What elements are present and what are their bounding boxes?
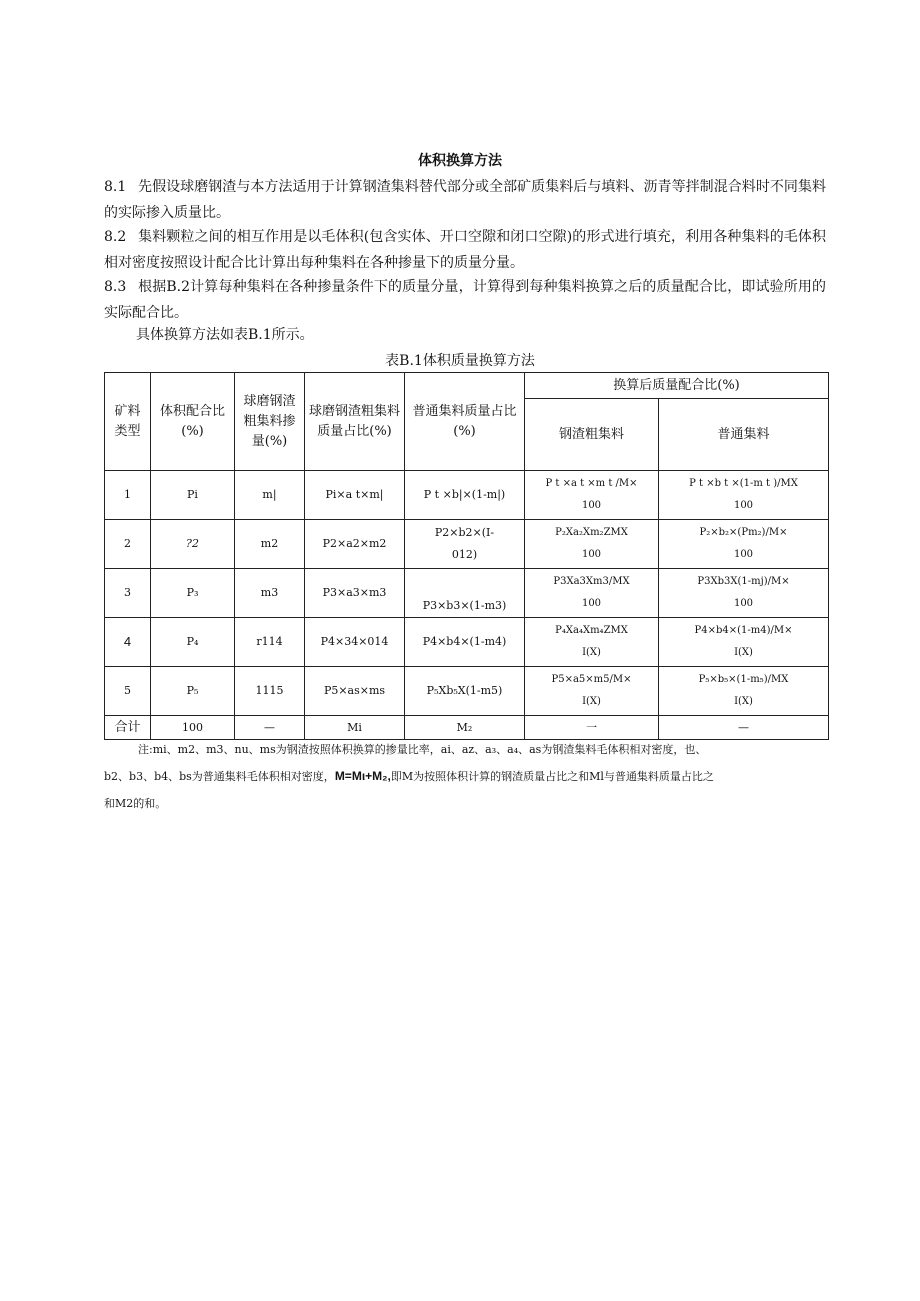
- header-steel-coarse: 钢渣粗集料: [525, 399, 659, 471]
- cell-volume: P₄: [151, 618, 235, 667]
- cell-conv-steel: P₄Xa₄Xm₄ZMX I(X): [525, 618, 659, 667]
- row-id: 1: [105, 471, 151, 520]
- total-dosage: —: [235, 716, 305, 740]
- intro-text: 具体换算方法如表B.1所示。: [136, 327, 314, 343]
- cell-conv-steel: P t ×a t ×m t /M× 100: [525, 471, 659, 520]
- cell-steel-share: Pi×a t×m|: [305, 471, 405, 520]
- cell-steel-share: P2×a2×m2: [305, 520, 405, 569]
- header-dosage: 球磨钢渣 粗集料掺 量(%): [235, 373, 305, 471]
- note-line-1: 注:mi、m2、m3、nu、ms为钢渣按照体积换算的掺量比率，ai、az、a₃、a₄、as为钢渣集料毛体积相对密度，也、: [138, 743, 707, 756]
- paragraph-text: 集料颗粒之间的相互作用是以毛体积(包含实体、开口空隙和闭口空隙)的形式进行填充，利用各种集料的毛体积相对密度按照设计配合比计算出每种集料在各种掺量下的质量分量。: [104, 229, 826, 271]
- conversion-table: [104, 372, 829, 740]
- cell-normal-share: P4×b4×(1-m4): [405, 618, 525, 667]
- paragraph-text: 先假设球磨钢渣与本方法适用于计算钢渣集料替代部分或全部矿质集料后与填料、沥青等拌制混合料时不同集料的实际掺入质量比。: [104, 179, 826, 221]
- header-type: 矿料 类型: [105, 373, 151, 471]
- cell-conv-normal: P3Xb3X(1-mj)/M× 100: [659, 569, 829, 618]
- note-text: 即M为按照体积计算的钢渣质量占比之和Ml与普通集料质量占比之: [390, 770, 714, 783]
- note-formula: M=Mι+M₂,: [334, 769, 391, 783]
- note-line-2: [104, 763, 826, 790]
- row-id: 4: [105, 618, 151, 667]
- cell-conv-steel: P3Xa3Xm3/MX 100: [525, 569, 659, 618]
- table-row: [105, 569, 829, 618]
- total-steel-share: Mi: [305, 716, 405, 740]
- cell-volume: P₅: [151, 667, 235, 716]
- cell-conv-steel: P5×a5×m5/M× I(X): [525, 667, 659, 716]
- cell-steel-share: P4×34×014: [305, 618, 405, 667]
- header-converted: 换算后质量配合比(%): [525, 373, 829, 399]
- row-id: 3: [105, 569, 151, 618]
- cell-conv-normal: P t ×b t ×(1-m t )/MX 100: [659, 471, 829, 520]
- table-row: [105, 618, 829, 667]
- section-title: 体积换算方法: [418, 153, 502, 169]
- cell-conv-steel: P₂Xa₂Xm₂ZMX 100: [525, 520, 659, 569]
- paragraph-text: 根据B.2计算每种集料在各种掺量条件下的质量分量，计算得到每种集料换算之后的质量配合比，即试验所用的实际配合比。: [104, 279, 826, 321]
- paragraph-number: 8.1: [104, 179, 127, 195]
- cell-normal-share: P₅Xb₅X(1-m5): [405, 667, 525, 716]
- total-conv-steel: 一: [525, 716, 659, 740]
- total-normal-share: M₂: [405, 716, 525, 740]
- row-id: 5: [105, 667, 151, 716]
- paragraph-number: 8.2: [104, 229, 127, 245]
- paragraph-number: 8.3: [104, 279, 127, 295]
- cell-normal-share: P t ×b|×(1-m|): [405, 471, 525, 520]
- cell-dosage: m3: [235, 569, 305, 618]
- cell-volume: Pi: [151, 471, 235, 520]
- table-row: [105, 471, 829, 520]
- total-conv-normal: —: [659, 716, 829, 740]
- cell-steel-share: P3×a3×m3: [305, 569, 405, 618]
- cell-dosage: r114: [235, 618, 305, 667]
- header-normal-share: 普通集料质量占比 (%): [405, 373, 525, 471]
- table-row: [105, 520, 829, 569]
- table-caption: 表B.1体积质量换算方法: [385, 353, 535, 369]
- note-text: b2、b3、b4、bs为普通集料毛体积相对密度，: [104, 770, 335, 783]
- row-id: 2: [105, 520, 151, 569]
- cell-volume: ?2: [151, 520, 235, 569]
- cell-conv-normal: P₅×b₅×(1-m₅)/MX I(X): [659, 667, 829, 716]
- cell-normal-share: P3×b3×(1-m3): [405, 569, 525, 618]
- paragraph-8-2: [104, 224, 826, 276]
- table-row: [105, 667, 829, 716]
- cell-conv-normal: P₂×b₂×(Pm₂)/M× 100: [659, 520, 829, 569]
- cell-dosage: m|: [235, 471, 305, 520]
- table-note: [104, 736, 826, 817]
- cell-dosage: 1115: [235, 667, 305, 716]
- note-line-3: 和M2的和。: [104, 797, 167, 810]
- paragraph-8-3: [104, 274, 826, 326]
- cell-conv-normal: P4×b4×(1-m4)/M× I(X): [659, 618, 829, 667]
- header-normal-agg: 普通集料: [659, 399, 829, 471]
- header-steel-share: 球磨钢渣粗集料 质量占比(%): [305, 373, 405, 471]
- cell-steel-share: P5×as×ms: [305, 667, 405, 716]
- header-volume-ratio: 体积配合比 (%): [151, 373, 235, 471]
- paragraph-8-1: [104, 174, 826, 226]
- cell-volume: P₃: [151, 569, 235, 618]
- cell-normal-share: P2×b2×(I- 012): [405, 520, 525, 569]
- total-label: 合计: [105, 716, 151, 740]
- cell-dosage: m2: [235, 520, 305, 569]
- total-volume: 100: [151, 716, 235, 740]
